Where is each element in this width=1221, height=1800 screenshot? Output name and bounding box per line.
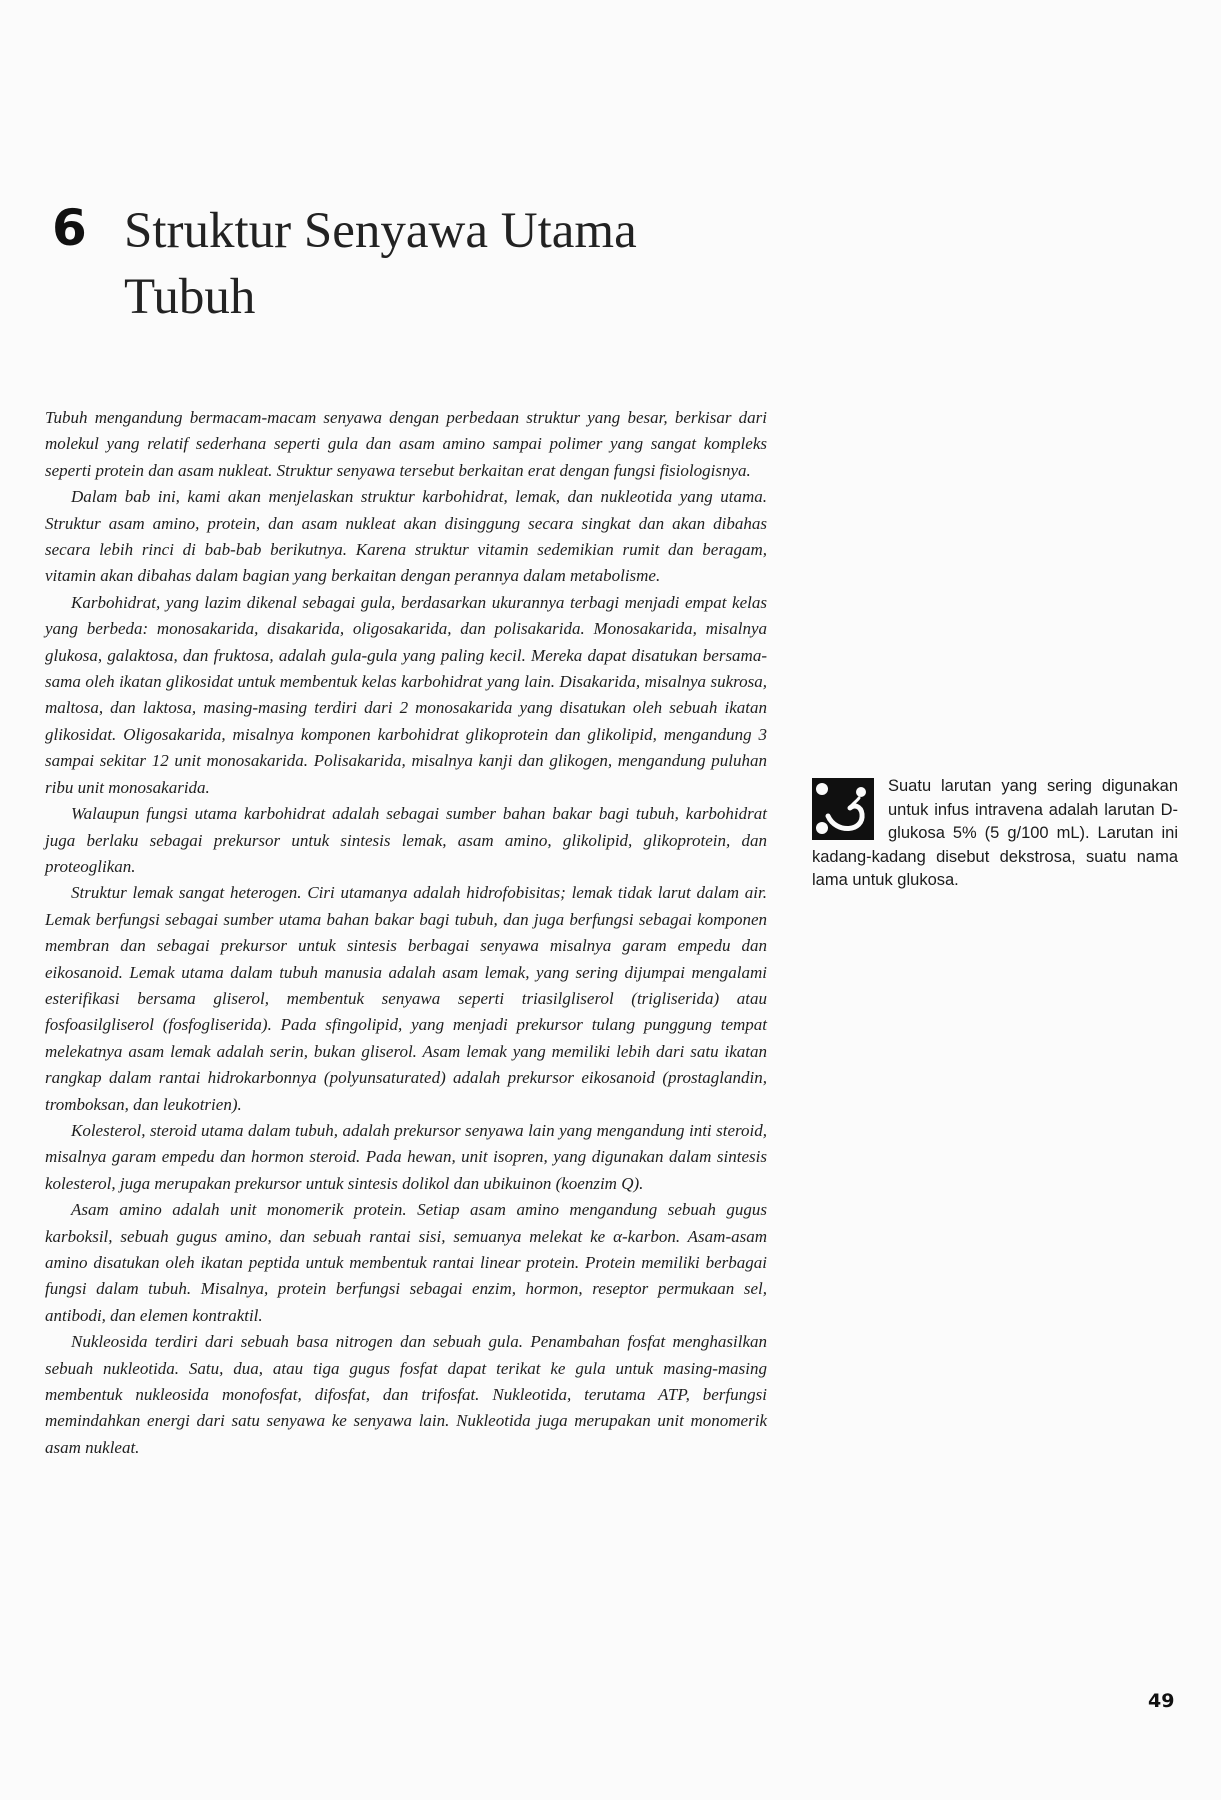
paragraph-lipids: Struktur lemak sangat heterogen. Ciri utamanya adalah hidrofobisitas; lemak tidak larut dalam air. Lemak berfungsi sebagai sumber utama bahan bakar bagi tubuh, dan juga berfungsi sebagai komponen membran dan sebagai prekursor untuk sintesis berbagai senyawa misalnya garam empedu dan eikosanoid. Lemak utama dalam tubuh manusia adalah asam lemak, yang sering dijumpai mengalami esterifikasi bersama gliserol, membentuk senyawa seperti triasilgliserol (trigliserida) atau fosfoasilgliserol (fosfogliserida). Pada sfingolipid, yang menjadi prekursor tulang punggung tempat melekatnya asam lemak adalah serin, bukan gliserol. Asam lemak yang memiliki lebih dari satu ikatan rangkap dalam rantai hidrokarbonnya (polyunsaturated) adalah prekursor eikosanoid (prostaglandin, tromboksan, dan leukotrien). <box>45 883 767 1114</box>
paragraph-intro: Tubuh mengandung bermacam-macam senyawa dengan perbedaan struktur yang besar, berkisar dari molekul yang relatif sederhana seperti gula dan asam amino sampai polimer yang sangat kompleks seperti protein dan asam nukleat. Struktur senyawa tersebut berkaitan erat dengan fungsi fisiologisnya. <box>45 408 767 480</box>
paragraph-carbohydrate-function: Walaupun fungsi utama karbohidrat adalah sebagai sumber bahan bakar bagi tubuh, karbohidrat juga berlaku sebagai prekursor untuk sintesis lemak, asam amino, glikolipid, glikoprotein, dan proteoglikan. <box>45 804 767 876</box>
chapter-number: 6 <box>52 199 87 257</box>
paragraph-nucleotides: Nukleosida terdiri dari sebuah basa nitrogen dan sebuah gula. Penambahan fosfat menghasilkan sebuah nukleotida. Satu, dua, atau tiga gugus fosfat dapat terikat ke gula untuk masing-masing membentuk nukleosida monofosfat, difosfat, dan trifosfat. Nukleotida, terutama ATP, berfungsi memindahkan energi dari satu senyawa ke senyawa lain. Nukleotida juga merupakan unit monomerik asam nukleat. <box>45 1332 767 1457</box>
paragraph-chapter-scope: Dalam bab ini, kami akan menjelaskan struktur karbohidrat, lemak, dan nukleotida yang utama. Struktur asam amino, protein, dan asam nukleat akan disinggung secara singkat dan akan dibahas secara lebih rinci di bab-bab berikutnya. Karena struktur vitamin sedemikian rumit dan beragam, vitamin akan dibahas dalam bagian yang berkaitan dengan perannya dalam metabolisme. <box>45 487 767 586</box>
chapter-title: Struktur Senyawa Utama Tubuh <box>124 203 637 325</box>
clinical-note-icon <box>812 778 874 840</box>
clinical-sidenote <box>812 775 1178 893</box>
paragraph-amino-acids: Asam amino adalah unit monomerik protein. Setiap asam amino mengandung sebuah gugus karboksil, sebuah gugus amino, dan sebuah rantai sisi, semuanya melekat ke α-karbon. Asam-asam amino disatukan oleh ikatan peptida untuk membentuk rantai linear protein. Protein memiliki berbagai fungsi dalam tubuh. Misalnya, protein berfungsi sebagai enzim, hormon, reseptor permukaan sel, antibodi, dan elemen kontraktil. <box>45 1200 767 1325</box>
paragraph-carbohydrate-classes: Karbohidrat, yang lazim dikenal sebagai gula, berdasarkan ukurannya terbagi menjadi empat kelas yang berbeda: monosakarida, disakarida, oligosakarida, dan polisakarida. Monosakarida, misalnya glukosa, galaktosa, dan fruktosa, adalah gula-gula yang paling kecil. Mereka dapat disatukan bersama-sama oleh ikatan glikosidat untuk membentuk kelas karbohidrat yang lain. Disakarida, misalnya sukrosa, maltosa, dan laktosa, masing-masing terdiri dari 2 monosakarida yang disatukan oleh sebuah ikatan glikosidat. Oligosakarida, misalnya komponen karbohidrat glikoprotein dan glikolipid, mengandung 3 sampai sekitar 12 unit monosakarida. Polisakarida, misalnya kanji dan glikogen, mengandung puluhan ribu unit monosakarida. <box>45 592 767 797</box>
page-number: 49 <box>1148 1690 1175 1712</box>
body-text <box>45 405 767 1461</box>
sidenote-text: Suatu larutan yang sering digunakan untuk infus intravena adalah larutan D-glukosa 5% (5 g/100 mL). Larutan ini kadang-kadang disebut dekstrosa, suatu nama lama untuk glukosa. <box>812 777 1178 889</box>
paragraph-cholesterol: Kolesterol, steroid utama dalam tubuh, adalah prekursor senyawa lain yang mengandung inti steroid, misalnya garam empedu dan hormon steroid. Pada hewan, unit isopren, yang digunakan dalam sintesis kolesterol, juga merupakan prekursor untuk sintesis dolikol dan ubikuinon (koenzim Q). <box>45 1120 767 1193</box>
